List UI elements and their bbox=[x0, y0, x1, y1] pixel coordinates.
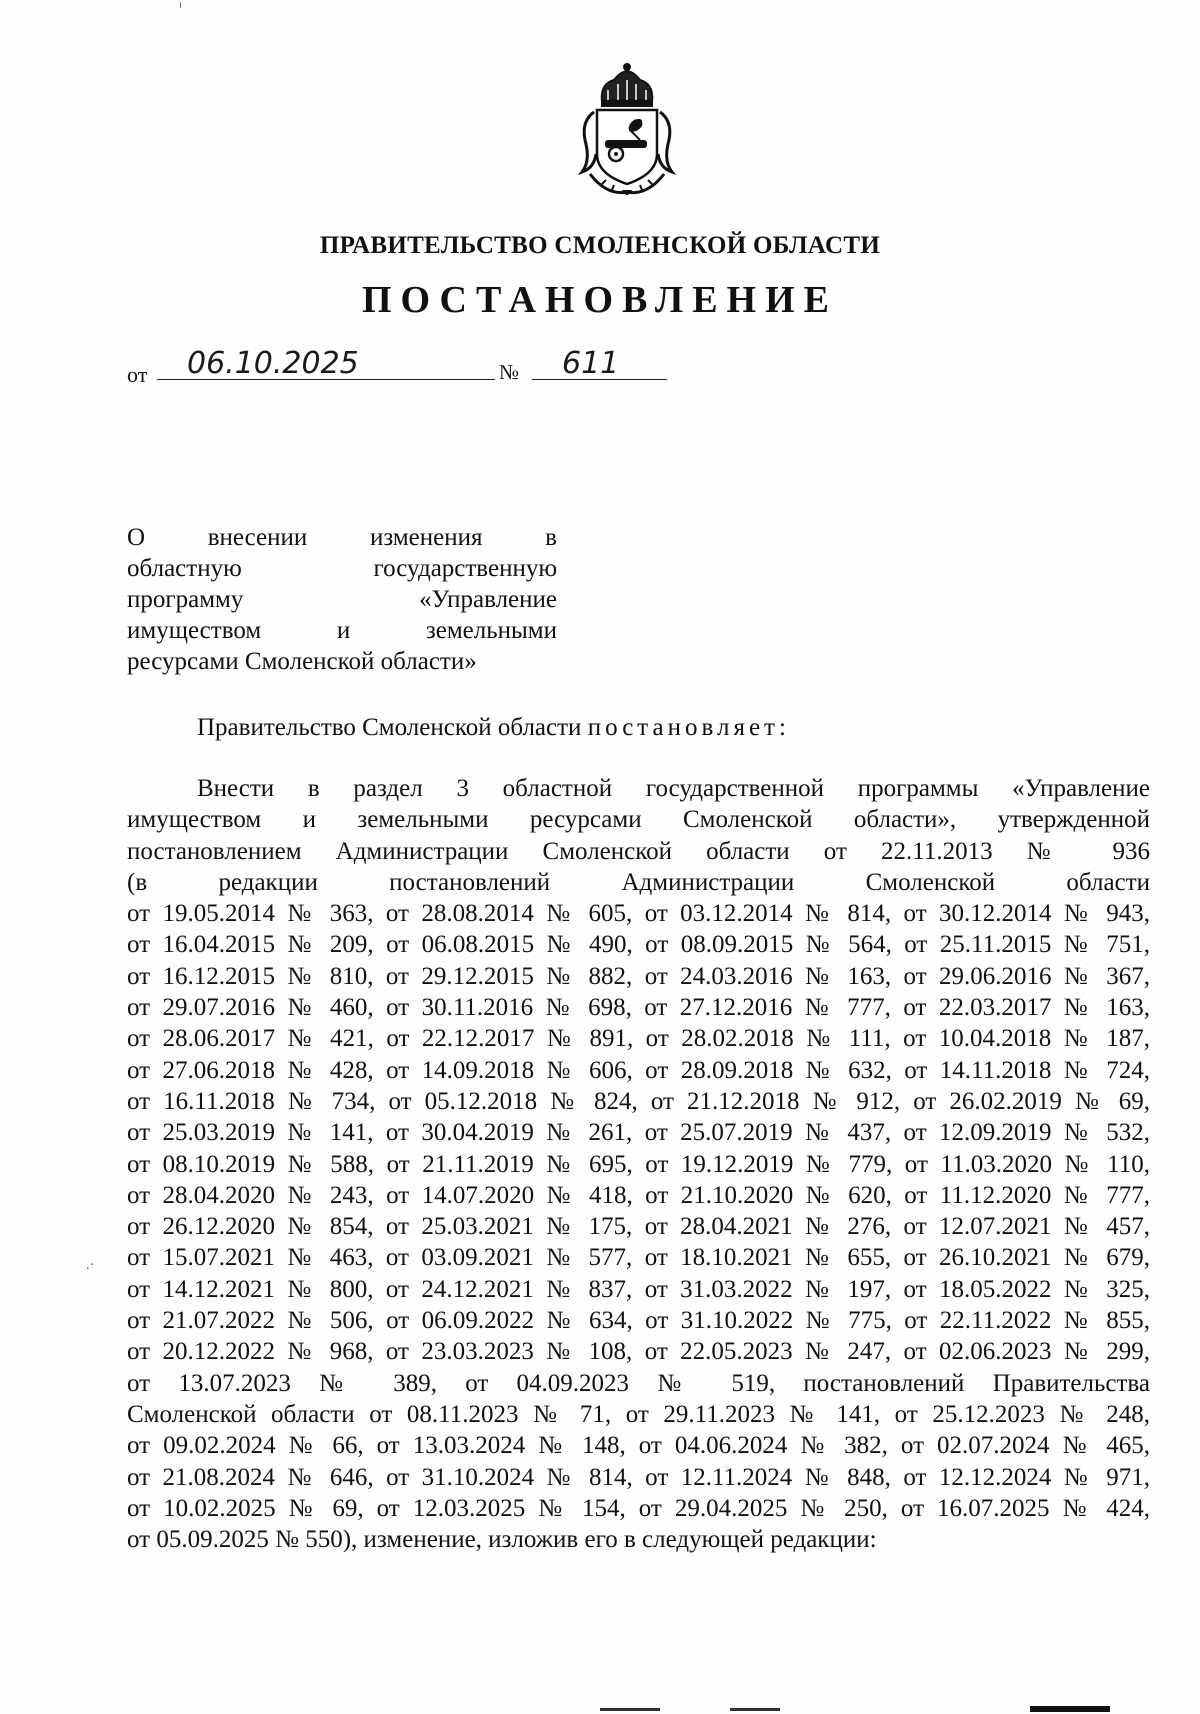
handwritten-number: 611 bbox=[532, 346, 667, 380]
body-line: от 13.07.2023 № 389, от 04.09.2023 № 519, постановлений Правительства bbox=[127, 1369, 1150, 1397]
subject-line: областную государственную bbox=[127, 555, 557, 582]
subject-line: программу «Управление bbox=[127, 586, 557, 613]
body-line: Внести в раздел 3 областной государственной программы «Управление bbox=[197, 775, 1150, 802]
body-line: от 20.12.2022 № 968, от 23.03.2023 № 108, от 22.05.2023 № 247, от 02.06.2023 № 299, bbox=[127, 1338, 1150, 1366]
body-line: от 16.11.2018 № 734, от 05.12.2018 № 824, от 21.12.2018 № 912, от 26.02.2019 № 69, bbox=[127, 1087, 1150, 1115]
body-line: от 28.04.2020 № 243, от 14.07.2020 № 418, от 21.10.2020 № 620, от 11.12.2020 № 777, bbox=[127, 1181, 1150, 1209]
body-line: от 05.09.2025 № 550), изменение, изложив его в следующей редакции: bbox=[127, 1526, 877, 1554]
body-line: от 26.12.2020 № 854, от 25.03.2021 № 175, от 28.04.2021 № 276, от 12.07.2021 № 457, bbox=[127, 1213, 1150, 1241]
margin-mark: .· bbox=[86, 1258, 95, 1273]
subject-line: О внесении изменения в bbox=[127, 524, 557, 551]
body-line: имуществом и земельными ресурсами Смоленской области», утвержденной bbox=[127, 806, 1150, 834]
body-line: от 16.12.2015 № 810, от 29.12.2015 № 882, от 24.03.2016 № 163, от 29.06.2016 № 367, bbox=[127, 962, 1150, 990]
date-from-label: от bbox=[127, 362, 148, 387]
resolution-prefix: Правительство Смоленской области bbox=[197, 714, 582, 741]
document-subject bbox=[127, 522, 557, 677]
body-line: от 16.04.2015 № 209, от 06.08.2015 № 490, от 08.09.2015 № 564, от 25.11.2015 № 751, bbox=[127, 931, 1150, 959]
body-line: от 25.03.2019 № 141, от 30.04.2019 № 261, от 25.07.2019 № 437, от 12.09.2019 № 532, bbox=[127, 1119, 1150, 1147]
subject-line: ресурсами Смоленской области» bbox=[127, 648, 477, 675]
coat-of-arms-icon bbox=[572, 62, 682, 202]
page-edge-marks bbox=[600, 1706, 1200, 1714]
body-line: (в редакции постановлений Администрации Смоленской области bbox=[127, 868, 1150, 896]
date-number-line bbox=[127, 344, 620, 387]
body-line: от 21.08.2024 № 646, от 31.10.2024 № 814, от 12.11.2024 № 848, от 12.12.2024 № 971, bbox=[127, 1463, 1150, 1491]
document-body bbox=[127, 773, 1150, 1555]
number-sign-label: № bbox=[499, 360, 520, 384]
body-line: от 10.02.2025 № 69, от 12.03.2025 № 154, от 29.04.2025 № 250, от 16.07.2025 № 424, bbox=[127, 1494, 1150, 1522]
subject-line: имуществом и земельными bbox=[127, 617, 557, 644]
body-line: от 19.05.2014 № 363, от 28.08.2014 № 605, от 03.12.2014 № 814, от 30.12.2014 № 943, bbox=[127, 900, 1150, 928]
body-line: от 09.02.2024 № 66, от 13.03.2024 № 148, от 04.06.2024 № 382, от 02.07.2024 № 465, bbox=[127, 1432, 1150, 1460]
body-line: от 14.12.2021 № 800, от 24.12.2021 № 837, от 31.03.2022 № 197, от 18.05.2022 № 325, bbox=[127, 1275, 1150, 1303]
body-line: от 15.07.2021 № 463, от 03.09.2021 № 577, от 18.10.2021 № 655, от 26.10.2021 № 679, bbox=[127, 1244, 1150, 1272]
body-line: от 27.06.2018 № 428, от 14.09.2018 № 606, от 28.09.2018 № 632, от 14.11.2018 № 724, bbox=[127, 1056, 1150, 1084]
body-line: постановлением Администрации Смоленской области от 22.11.2013 № 936 bbox=[127, 837, 1150, 865]
body-line: от 21.07.2022 № 506, от 06.09.2022 № 634, от 31.10.2022 № 775, от 22.11.2022 № 855, bbox=[127, 1307, 1150, 1335]
body-line: от 28.06.2017 № 421, от 22.12.2017 № 891, от 28.02.2018 № 111, от 10.04.2018 № 187, bbox=[127, 1025, 1150, 1053]
resolution-verb: постановляет: bbox=[587, 714, 790, 741]
body-line: от 29.07.2016 № 460, от 30.11.2016 № 698, от 27.12.2016 № 777, от 22.03.2017 № 163, bbox=[127, 994, 1150, 1022]
document-type-title: ПОСТАНОВЛЕНИЕ bbox=[361, 279, 839, 321]
government-title: ПРАВИТЕЛЬСТВО СМОЛЕНСКОЙ ОБЛАСТИ bbox=[319, 232, 881, 259]
resolution-clause bbox=[197, 714, 790, 742]
body-line: Смоленской области от 08.11.2023 № 71, от 29.11.2023 № 141, от 25.12.2023 № 248, bbox=[127, 1400, 1150, 1428]
handwritten-date: 06.10.2025 bbox=[157, 346, 495, 380]
body-line: от 08.10.2019 № 588, от 21.11.2019 № 695, от 19.12.2019 № 779, от 11.03.2020 № 110, bbox=[127, 1150, 1150, 1178]
scan-mark bbox=[180, 2, 181, 8]
